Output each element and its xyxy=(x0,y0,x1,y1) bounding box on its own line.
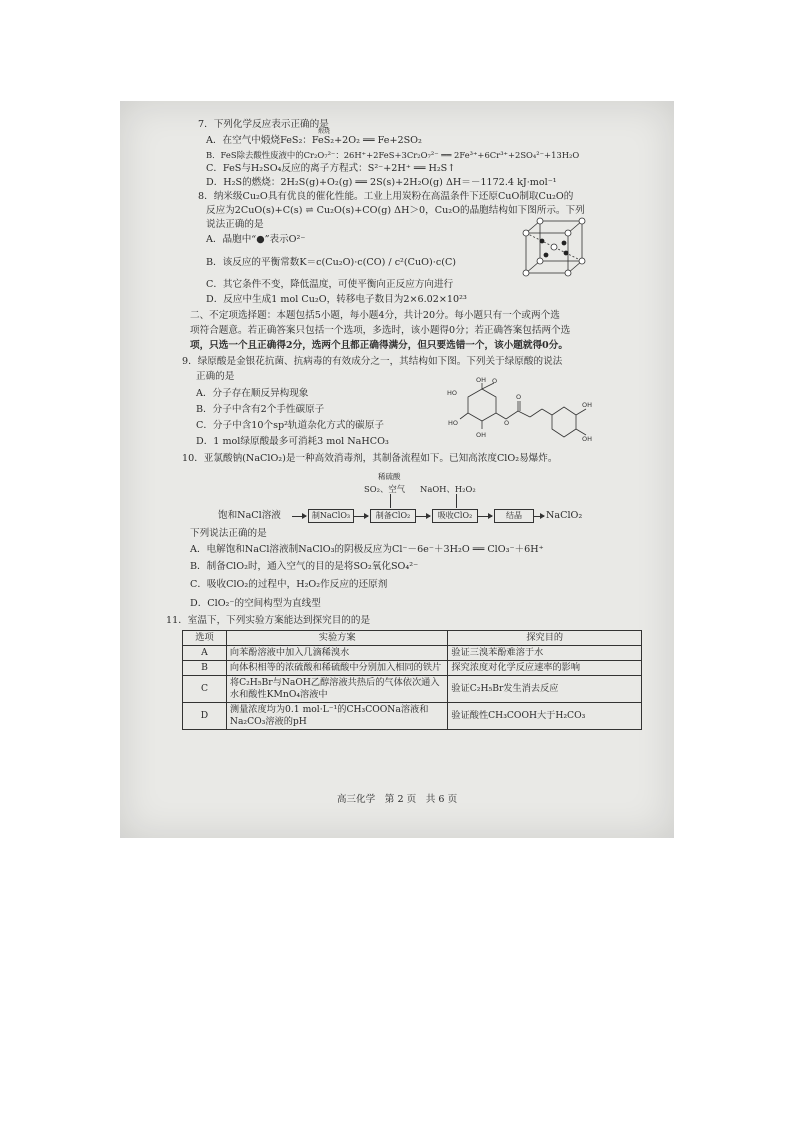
q10-box-4: 结晶 xyxy=(494,509,534,523)
table-header-cell: 探究目的 xyxy=(448,631,642,646)
q8-line3: 说法正确的是 xyxy=(206,219,264,230)
q10-arrow-3 xyxy=(416,516,430,517)
q10-reagent-1: SO₂、空气 xyxy=(364,484,406,494)
q10-arrow-4 xyxy=(478,516,492,517)
q10-arrow-down-2 xyxy=(456,494,457,508)
q8-option-a: A．晶胞中“●”表示O²⁻ xyxy=(206,234,306,245)
q9-option-c: C．分子中含10个sp²轨道杂化方式的碳原子 xyxy=(196,420,384,431)
q11-experiment-table xyxy=(182,630,642,730)
table-cell: 测量浓度均为0.1 mol·L⁻¹的CH₃COONa溶液和Na₂CO₃溶液的pH xyxy=(226,703,448,730)
table-cell: A xyxy=(183,646,227,661)
q10-option-d: D．ClO₂⁻的空间构型为直线型 xyxy=(190,598,321,609)
q10-box-2: 制备ClO₂ xyxy=(370,509,416,523)
q9-option-a: A．分子存在顺反异构现象 xyxy=(196,388,309,399)
chlorogenic-ho-label-1: HO xyxy=(447,389,458,397)
table-cell: C xyxy=(183,676,227,703)
table-cell: D xyxy=(183,703,227,730)
table-cell: 将C₂H₅Br与NaOH乙醇溶液共热后的气体依次通入水和酸性KMnO₄溶液中 xyxy=(226,676,448,703)
q8-option-b: B．该反应的平衡常数K＝c(Cu₂O)·c(CO) / c²(CuO)·c(C) xyxy=(206,257,457,268)
q10-box-1: 制NaClO₃ xyxy=(308,509,354,523)
q10-arrow-1 xyxy=(292,516,306,517)
table-header-cell: 选项 xyxy=(183,631,227,646)
table-cell: 向苯酚溶液中加入几滴稀溴水 xyxy=(226,646,448,661)
chlorogenic-oh-label-2: OH xyxy=(476,431,487,439)
table-cell: 验证酸性CH₃COOH大于H₂CO₃ xyxy=(448,703,642,730)
chlorogenic-acid-structure xyxy=(446,377,596,443)
table-row xyxy=(183,661,642,676)
table-cell: 验证三溴苯酚难溶于水 xyxy=(448,646,642,661)
q10-arrow-2 xyxy=(354,516,368,517)
q10-option-c: C．吸收ClO₂的过程中，H₂O₂作反应的还原剂 xyxy=(190,579,388,590)
table-header-row xyxy=(183,631,642,646)
chlorogenic-o-label-3: O xyxy=(516,393,522,401)
q8-option-c: C．其它条件不变，降低温度，可使平衡向正反应方向进行 xyxy=(206,279,454,290)
section2-line1: 二、不定项选择题：本题包括5小题，每小题4分，共计20分。每小题只有一个或两个选 xyxy=(190,310,560,321)
q9-line2: 正确的是 xyxy=(196,371,235,382)
q7-option-a: A．在空气中煅烧FeS₂：FeS₂+2O₂ ══ Fe+2SO₂ xyxy=(206,135,422,146)
q9-option-d: D．1 mol绿原酸最多可消耗3 mol NaHCO₃ xyxy=(196,436,389,447)
q7-a-condition: 煅烧 xyxy=(318,128,331,135)
page-footer: 高三化学 第 2 页 共 6 页 xyxy=(336,794,458,805)
chlorogenic-o-label-1: O xyxy=(492,377,498,385)
chlorogenic-oh-label-1: OH xyxy=(476,377,487,384)
cu2o-unit-cell-diagram xyxy=(520,217,590,277)
table-row xyxy=(183,703,642,730)
table-cell: B xyxy=(183,661,227,676)
q7-option-c: C．FeS与H₂SO₄反应的离子方程式：S²⁻+2H⁺ ══ H₂S↑ xyxy=(206,163,456,174)
q7-stem: 7．下列化学反应表示正确的是 xyxy=(198,119,329,130)
table-header-cell: 实验方案 xyxy=(226,631,448,646)
table-cell: 探究浓度对化学反应速率的影响 xyxy=(448,661,642,676)
table-row xyxy=(183,646,642,661)
chlorogenic-o-label-2: O xyxy=(504,419,510,427)
q8-line1: 8．纳米级Cu₂O具有优良的催化性能。工业上用炭粉在高温条件下还原CuO制取Cu₂O的 xyxy=(198,191,574,202)
q10-question: 下列说法正确的是 xyxy=(190,528,267,539)
q10-stem: 10．亚氯酸钠(NaClO₂)是一种高效消毒剂，其制备流程如下。已知高浓度ClO₂易爆炸。 xyxy=(182,453,558,464)
table-row xyxy=(183,676,642,703)
table-cell: 向体积相等的浓硫酸和稀硫酸中分别加入相同的铁片 xyxy=(226,661,448,676)
q9-option-b: B．分子中含有2个手性碳原子 xyxy=(196,404,325,415)
q8-line2: 反应为2CuO(s)+C(s) ⇌ Cu₂O(s)+CO(g) ΔH＞0，Cu₂O的晶胞结构如下图所示。下列 xyxy=(206,205,585,216)
q10-end: NaClO₂ xyxy=(546,510,583,521)
q10-reagent-2: NaOH、H₂O₂ xyxy=(420,484,476,494)
chlorogenic-oh-label-4: OH xyxy=(582,435,593,443)
q10-reagent-top: 稀硫酸 xyxy=(378,472,401,481)
q10-option-a: A．电解饱和NaCl溶液制NaClO₃的阴极反应为Cl⁻－6e⁻＋3H₂O ══ ClO₃⁻＋6H⁺ xyxy=(190,544,544,555)
section2-line2: 项符合题意。若正确答案只包括一个选项，多选时，该小题得0分；若正确答案包括两个选 xyxy=(190,325,571,336)
q10-arrow-down-1 xyxy=(390,494,391,508)
chlorogenic-oh-label-3: OH xyxy=(582,401,593,409)
q10-start: 饱和NaCl溶液 xyxy=(218,510,281,521)
table-cell: 验证C₂H₅Br发生消去反应 xyxy=(448,676,642,703)
q10-option-b: B．制备ClO₂时，通入空气的目的是将SO₂氧化SO₄²⁻ xyxy=(190,561,419,572)
q10-box-3: 吸收ClO₂ xyxy=(432,509,478,523)
scanned-page-photo xyxy=(120,101,674,838)
chlorogenic-ho-label-2: HO xyxy=(448,419,459,427)
q7-option-d: D．H₂S的燃烧：2H₂S(g)+O₂(g) ══ 2S(s)+2H₂O(g) ΔH＝－1172.4 kJ·mol⁻¹ xyxy=(206,177,557,188)
q10-arrow-5 xyxy=(534,516,544,517)
section2-line3: 项，只选一个且正确得2分，选两个且都正确得满分，但只要选错一个，该小题就得0分。 xyxy=(190,340,568,351)
q7-option-b: B．FeS除去酸性废液中的Cr₂O₇²⁻：26H⁺+2FeS+3Cr₂O₇²⁻ ══ 2Fe³⁺+6Cr³⁺+2SO₄²⁻+13H₂O xyxy=(206,150,580,160)
q8-option-d: D．反应中生成1 mol Cu₂O，转移电子数目为2×6.02×10²³ xyxy=(206,294,467,305)
q11-stem: 11．室温下，下列实验方案能达到探究目的的是 xyxy=(166,615,371,626)
q9-line1: 9．绿原酸是金银花抗菌、抗病毒的有效成分之一，其结构如下图。下列关于绿原酸的说法 xyxy=(182,356,563,367)
